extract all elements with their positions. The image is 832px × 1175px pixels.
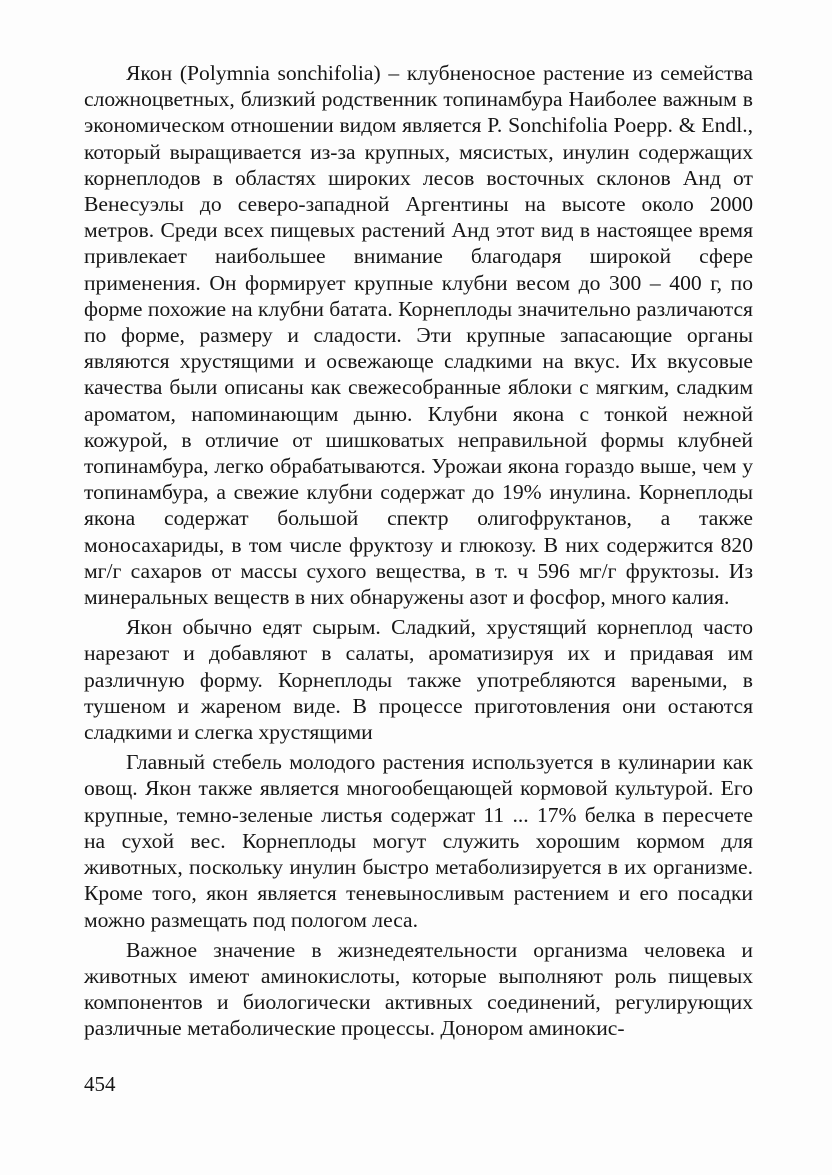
paragraph-amino-acids: Важное значение в жизнедеятельности организма человека и животных имеют аминокислоты, которые выполняют роль пищевых компонентов и биологически активных соединений, регулирующих различные метаболические процессы. Донором аминокис- bbox=[84, 937, 753, 1041]
paragraph-yacon-description: Якон (Polymnia sonchifolia) – клубненосное растение из семейства сложноцветных, близкий родственник топинамбура Наиболее важным в экономическом отношении видом является P. Sonchifolia Poepp. & Endl., который выращивается из-за крупных, мясистых, инулин содержащих корнеплодов в областях широких лесов восточных склонов Анд от Венесуэлы до северо-западной Аргентины на высоте около 2000 метров. Среди всех пищевых растений Анд этот вид в настоящее время привлекает наибольшее внимание благодаря широкой сфере применения. Он формирует крупные клубни весом до 300 – 400 г, по форме похожие на клубни батата. Корнеплоды значительно различаются по форме, размеру и сладости. Эти крупные запасающие органы являются хрустящими и освежающе сладкими на вкус. Их вкусовые качества были описаны как свежесобранные яблоки с мягким, сладким ароматом, напоминающим дыню. Клубни якона с тонкой нежной кожурой, в отличие от шишковатых неправильной формы клубней топинамбура, легко обрабатываются. Урожаи якона гораздо выше, чем у топинамбура, а свежие клубни содержат до 19% инулина. Корнеплоды якона содержат большой спектр олигофруктанов, а также моносахариды, в том числе фруктозу и глюкозу. В них содержится 820 мг/г сахаров от массы сухого вещества, в т. ч 596 мг/г фруктозы. Из минеральных веществ в них обнаружены азот и фосфор, много калия. bbox=[84, 61, 753, 610]
paragraph-yacon-feed-crop: Главный стебель молодого растения используется в кулинарии как овощ. Якон также является многообещающей кормовой культурой. Его крупные, темно-зеленые листья содержат 11 ... 17% белка в пересчете на сухой вес. Корнеплоды могут служить хорошим кормом для животных, поскольку инулин быстро метаболизируется в их организме. Кроме того, якон является теневыносливым растением и его посадки можно размещать под пологом леса. bbox=[84, 750, 753, 932]
page-number: 454 bbox=[84, 1072, 116, 1096]
paragraph-yacon-consumption: Якон обычно едят сырым. Сладкий, хрустящий корнеплод часто нарезают и добавляют в салаты, ароматизируя их и придавая им различную форму. Корнеплоды также употребляются вареными, в тушеном и жареном виде. В процессе приготовления они остаются сладкими и слегка хрустящими bbox=[84, 615, 753, 745]
body-text bbox=[84, 60, 753, 1042]
